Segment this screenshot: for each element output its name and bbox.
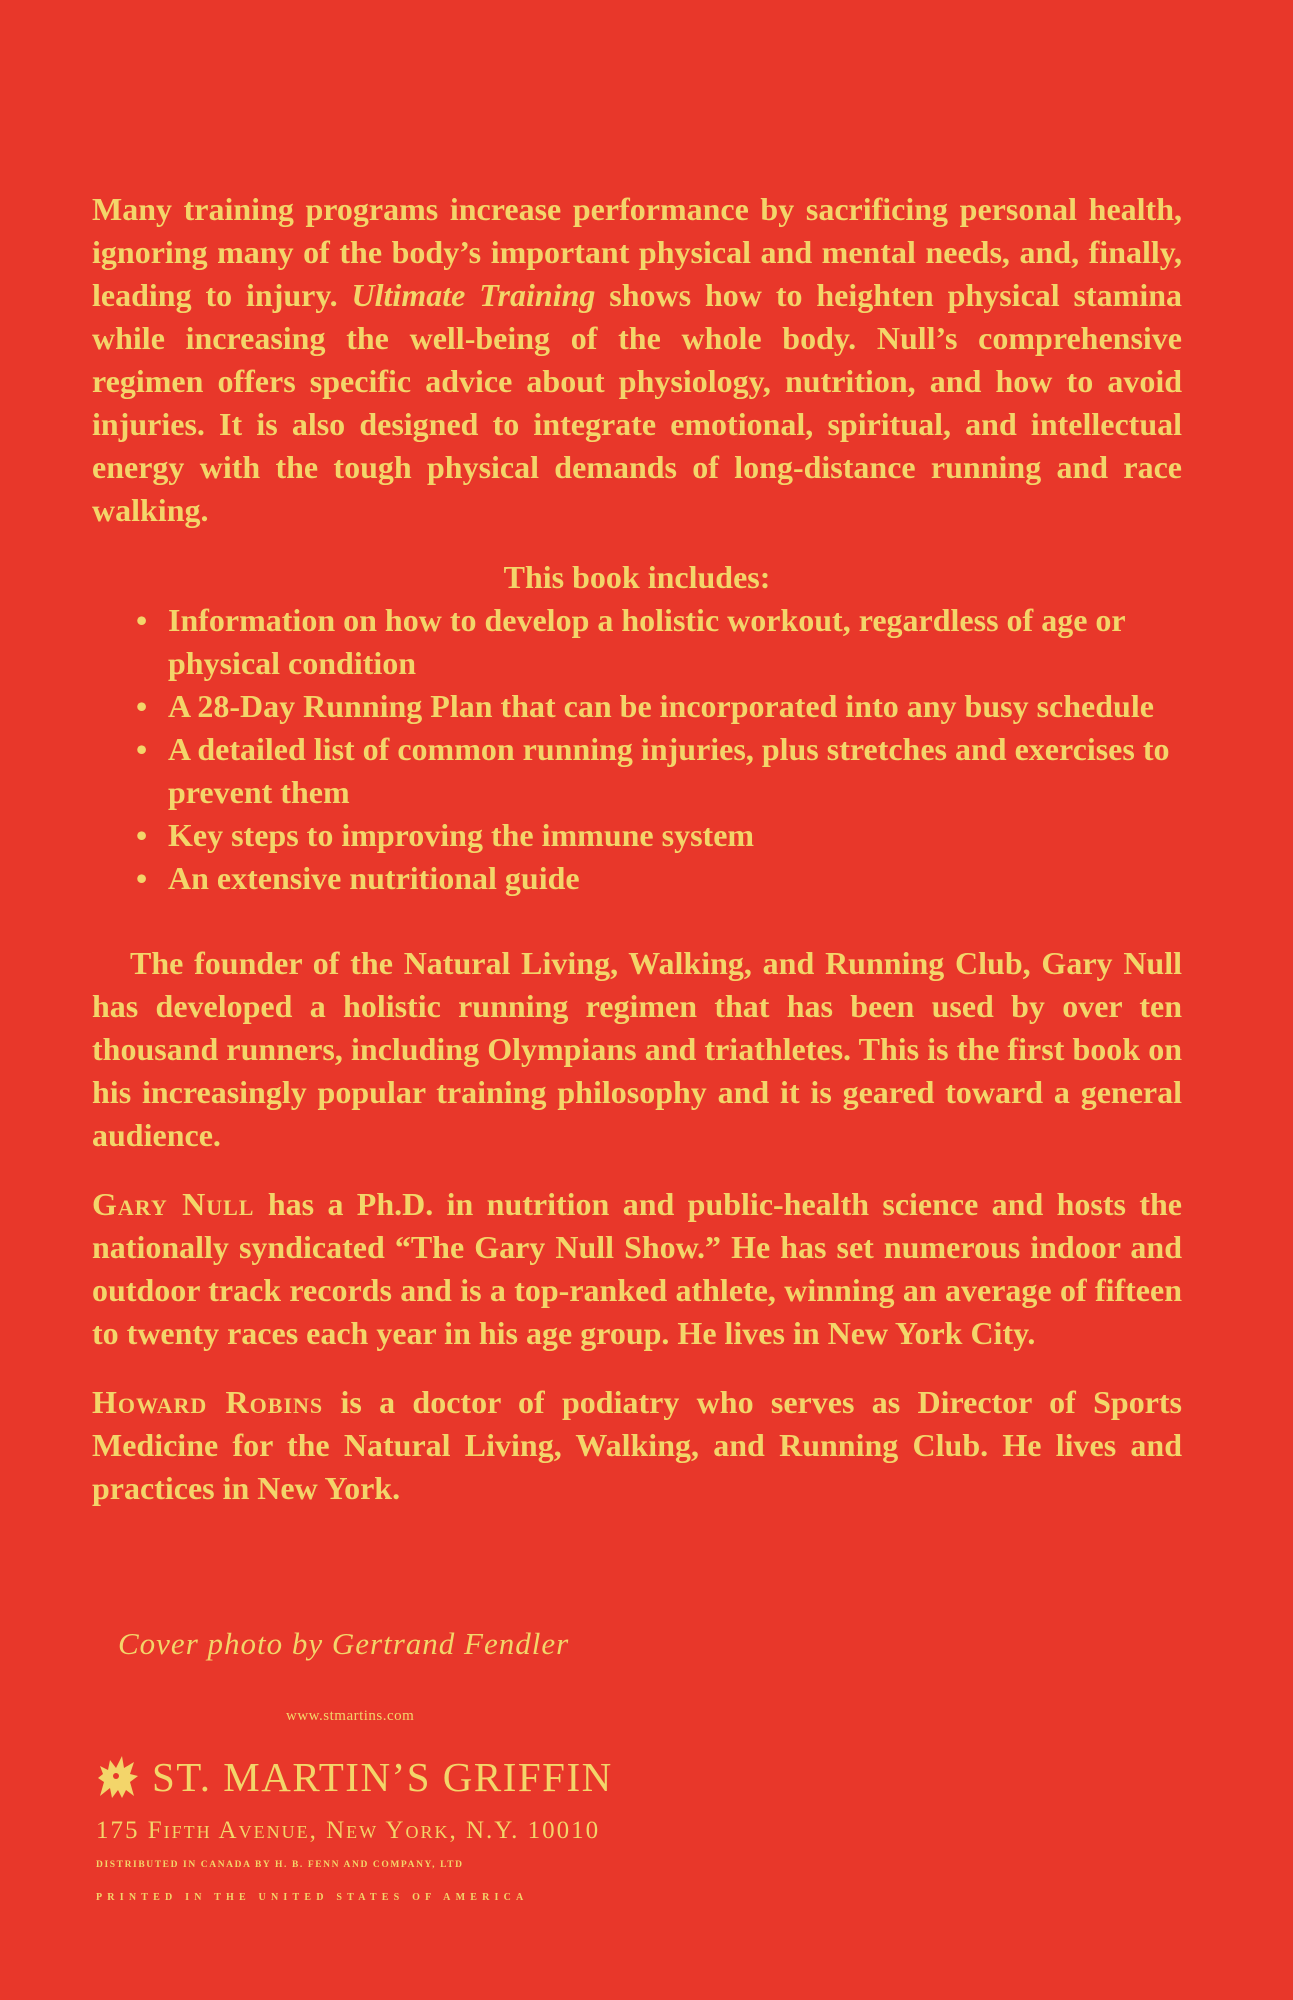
- blurb-content: [92, 188, 1182, 1536]
- list-item-text: An extensive nutritional guide: [168, 860, 580, 896]
- list-item: [136, 599, 1182, 685]
- author-bio-text: has a Ph.D. in nutrition and public-health science and hosts the nationally syndicated “The Gary Null Show.” He has set numerous indoor and outdoor track records and is a top-ranked athlete, winning an average of fifteen to twenty races each year in his age group. He lives in New York City.: [92, 1186, 1183, 1351]
- intro-paragraph: [92, 188, 1182, 532]
- bullet-icon: •: [136, 602, 148, 638]
- list-item-text: A 28-Day Running Plan that can be incorporated into any busy schedule: [168, 688, 1154, 724]
- list-item-text: Key steps to improving the immune system: [168, 817, 755, 853]
- list-item: [136, 814, 1182, 857]
- distribution-note: DISTRIBUTED IN CANADA BY H. B. FENN AND COMPANY, LTD: [96, 1860, 464, 1870]
- list-item-text: Information on how to develop a holistic workout, regardless of age or physical condition: [168, 602, 1126, 681]
- author-bio-gary-null: [92, 1183, 1182, 1355]
- includes-list: [92, 599, 1182, 900]
- author-name: Howard Robins: [92, 1384, 324, 1420]
- list-item: [136, 685, 1182, 728]
- bullet-icon: •: [136, 731, 148, 767]
- author-bio-text: is a doctor of podiatry who serves as Director of Sports Medicine for the Natural Living, Walking, and Running Club. He lives and practices in New York.: [92, 1384, 1183, 1506]
- bullet-icon: •: [136, 688, 148, 724]
- founder-paragraph: The founder of the Natural Living, Walking, and Running Club, Gary Null has developed a holistic running regimen that has been used by over ten thousand runners, including Olympians and triathletes. This is the first book on his increasingly popular training philosophy and it is geared toward a general audience.: [92, 945, 1182, 1153]
- intro-text-end: shows how to heighten physical stamina while increasing the well-being of the whole body. Null’s comprehensive regimen offers specific advice about physiology, nutrition, and how to avoid injuries. It is also designed to integrate emotional, spiritual, and intellectual energy with the tough physical demands of long-distance running and race walking.: [92, 277, 1183, 528]
- bullet-icon: •: [136, 817, 148, 853]
- author-bio-howard-robins: [92, 1381, 1182, 1510]
- printed-note: PRINTED IN THE UNITED STATES OF AMERICA: [96, 1892, 529, 1903]
- publisher-address: 175 Fifth Avenue, New York, N.Y. 10010: [96, 1817, 601, 1844]
- list-item: [136, 857, 1182, 900]
- includes-heading: This book includes:: [503, 559, 771, 595]
- publisher-logo: [94, 1752, 613, 1802]
- cover-photo-credit: Cover photo by Gertrand Fendler: [118, 1626, 570, 1661]
- book-title-inline: Ultimate Training: [351, 277, 596, 313]
- list-item-text: A detailed list of common running injuries, plus stretches and exercises to prevent them: [168, 731, 1170, 810]
- publisher-name: ST. MARTIN’S GRIFFIN: [152, 1754, 613, 1800]
- publisher-url: www.stmartins.com: [286, 1708, 415, 1724]
- bullet-icon: •: [136, 860, 148, 896]
- list-item: [136, 728, 1182, 814]
- griffin-icon: [94, 1752, 140, 1802]
- author-name: Gary Null: [92, 1186, 255, 1222]
- intro-text-start: Many training programs increase performance by sacrificing personal health, ignoring many of the body’s important physical and mental needs, and, finally, leading to injury.: [92, 191, 1182, 313]
